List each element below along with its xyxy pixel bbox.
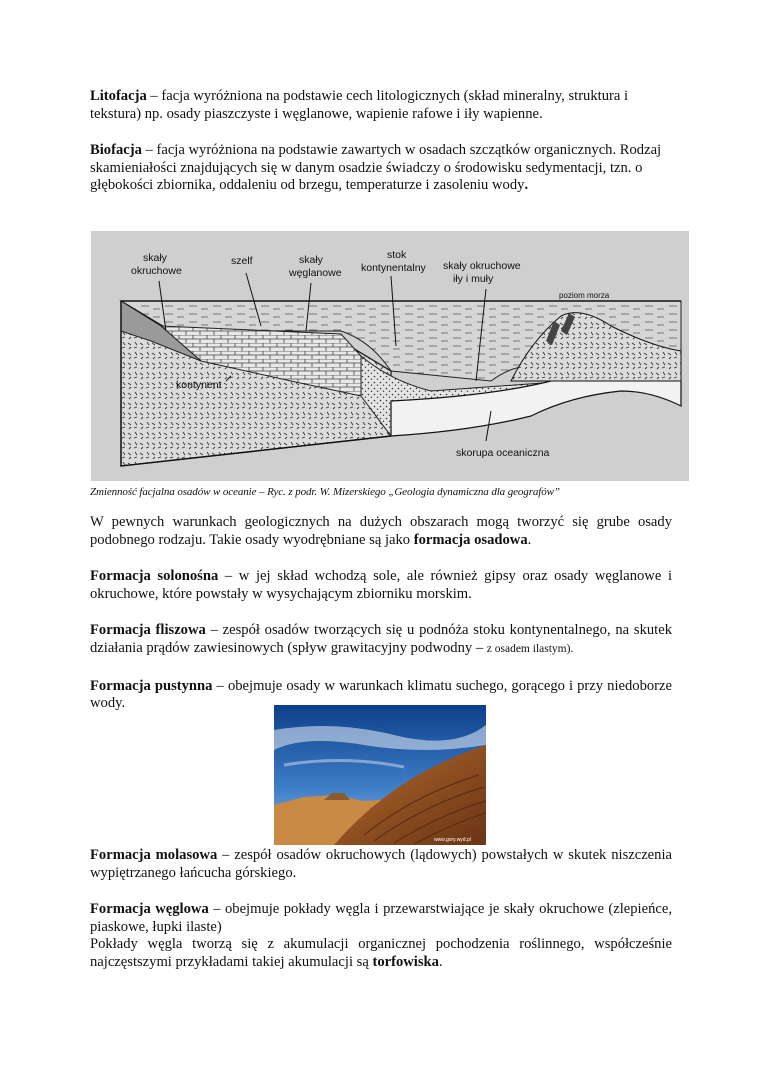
label-skaly-weglanowe: skały	[299, 254, 323, 266]
solonosna-paragraph: Formacja solonośna – w jej skład wchodzą sole, ale również gipsy oraz osady węglanowe i okruchowe, które powstały w wysychającym zbiorniku morskim.	[90, 568, 672, 602]
molasowa-paragraph: Formacja molasowa – zespół osadów okruchowych (lądowych) powstałych w skutek niszczenia wypiętrzanego łańcucha górskiego.	[90, 847, 672, 881]
svg-text:kontynentalny: kontynentalny	[361, 262, 426, 274]
weglowa-paragraph-2: Pokłady węgla tworzą się z akumulacji organicznej pochodzenia roślinnego, współcześnie najczęstszymi przykładami takiej akumulacji są torfowiska.	[90, 936, 672, 970]
photo-watermark: www.gory.wyd.pl	[434, 837, 471, 843]
biofacja-term: Biofacja	[90, 142, 142, 159]
litofacja-term: Litofacja	[90, 88, 147, 104]
label-stok: stok	[387, 249, 407, 261]
weglowa-paragraph: Formacja węglowa – obejmuje pokłady węgla i przewarstwiające je skały okruchowe (zlepieńce, piaskowe, łupki ilaste)	[90, 901, 672, 935]
torfowiska-term: torfowiska	[372, 953, 439, 970]
label-skaly-okruchowe: skały	[143, 252, 167, 264]
litofacja-paragraph: Litofacja – facja wyróżniona na podstawie cech litologicznych (skład mineralny, struktura i tekstura) np. osady piaszczyste i węglanowe, wapienie rafowe i iły wapienne.	[90, 88, 629, 122]
document-body-2	[90, 514, 672, 713]
svg-text:okruchowe: okruchowe	[131, 265, 182, 277]
label-skaly-ily: skały okruchowe	[443, 260, 521, 272]
svg-text:iły i muły: iły i muły	[453, 273, 494, 285]
svg-text:węglanowe: węglanowe	[289, 267, 342, 279]
label-skorupa-oceaniczna: skorupa oceaniczna	[456, 447, 550, 459]
label-kontynent: kontynent	[176, 379, 222, 391]
document-body	[90, 88, 672, 195]
pustynna-paragraph: Formacja pustynna – obejmuje osady w warunkach klimatu suchego, gorącego i przy niedoborze wody.	[90, 677, 672, 712]
figure-caption: Zmienność facjalna osadów w oceanie – Ryc. z podr. W. Mizerskiego „Geologia dynamiczna dla geografów”	[90, 486, 560, 498]
biofacja-paragraph: Biofacja – facja wyróżniona na podstawie zawartych w osadach szczątków organicznych. Rodzaj skamieniałości znajdujących się w danym osadzie świadczy o środowisku sedymentacji, tzn. o głębokości zbiornika, oddaleniu od brzegu, temperaturze i zasoleniu wody.	[90, 142, 662, 194]
formacja-osadowa-term: formacja osadowa	[413, 531, 528, 548]
desert-photo	[274, 705, 486, 845]
facies-diagram	[91, 231, 689, 481]
label-poziom-morza: poziom morza	[559, 291, 610, 300]
document-body-3	[90, 847, 672, 972]
fliszowa-paragraph: Formacja fliszowa – zespół osadów tworzących się u podnóża stoku kontynentalnego, na skutek działania prądów zawiesinowych (spływ grawitacyjny podwodny – z osadem ilastym).	[90, 622, 673, 656]
formacja-osadowa-paragraph: W pewnych warunkach geologicznych na dużych obszarach mogą tworzyć się grube osady podobnego rodzaju. Takie osady wyodrębniane są jako formacja osadowa.	[90, 514, 672, 548]
label-szelf: szelf	[231, 255, 253, 267]
